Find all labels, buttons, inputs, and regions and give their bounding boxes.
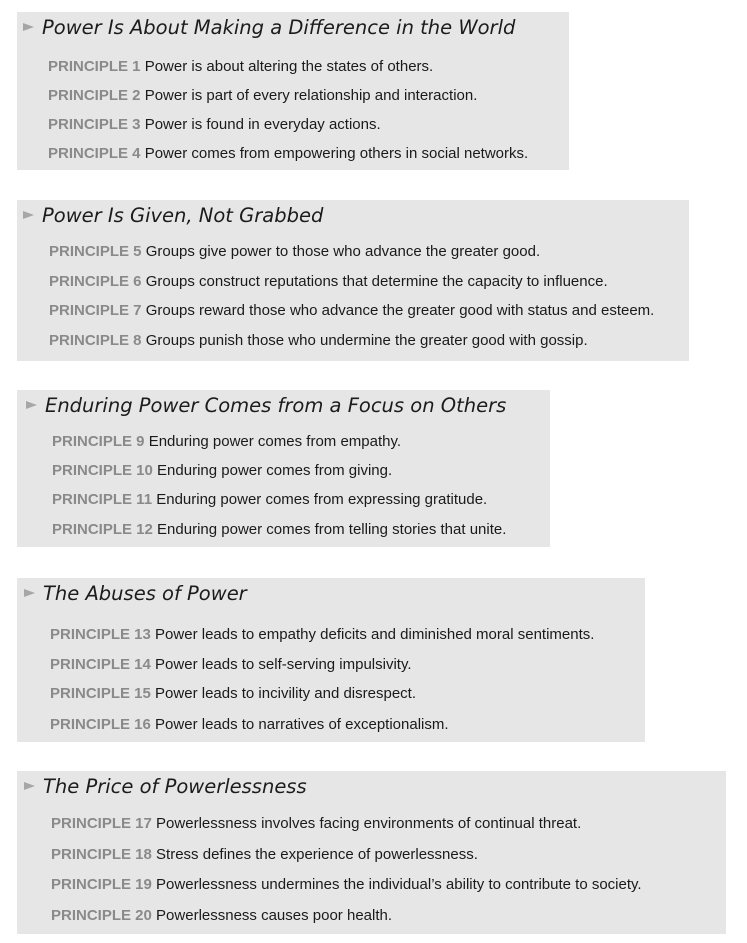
triangle-arrow-icon (23, 211, 34, 219)
list-item (50, 685, 416, 703)
principle-label: PRINCIPLE 1 (48, 58, 141, 75)
section-enduring-power (17, 390, 550, 547)
principle-text: Groups give power to those who advance the greater good. (145, 243, 541, 260)
principle-label: PRINCIPLE 4 (48, 145, 141, 162)
triangle-arrow-icon (26, 401, 37, 409)
principle-label: PRINCIPLE 9 (52, 433, 145, 450)
section-header (17, 578, 645, 608)
principle-label: PRINCIPLE 11 (52, 491, 153, 508)
principle-label: PRINCIPLE 3 (48, 116, 141, 133)
list-item (49, 243, 540, 261)
principle-text: Power comes from empowering others in social networks. (144, 145, 529, 162)
list-item (49, 302, 654, 320)
list-item (51, 846, 478, 864)
principle-text: Groups reward those who advance the greater good with status and esteem. (145, 302, 655, 319)
list-item (50, 716, 449, 734)
principle-text: Enduring power comes from telling stories that unite. (157, 521, 507, 538)
triangle-arrow-icon (24, 782, 35, 790)
principle-label: PRINCIPLE 6 (49, 273, 142, 290)
principle-label: PRINCIPLE 15 (50, 685, 151, 702)
section-price-of-powerlessness (17, 771, 726, 934)
list-item (49, 273, 608, 291)
list-item (48, 58, 433, 76)
principle-text: Power leads to empathy deficits and diminished moral sentiments. (155, 626, 595, 643)
principle-label: PRINCIPLE 5 (49, 243, 142, 260)
list-item (50, 626, 594, 644)
principle-text: Groups construct reputations that determine the capacity to influence. (145, 273, 608, 290)
principle-text: Enduring power comes from giving. (157, 462, 393, 479)
principle-text: Power leads to narratives of exceptionalism. (155, 716, 449, 733)
principle-text: Enduring power comes from expressing gratitude. (156, 491, 488, 508)
principle-text: Groups punish those who undermine the greater good with gossip. (145, 332, 588, 349)
list-item (49, 332, 588, 350)
list-item (51, 876, 642, 894)
principle-label: PRINCIPLE 10 (52, 462, 153, 479)
section-title: Power Is Given, Not Grabbed (42, 203, 324, 227)
principle-label: PRINCIPLE 8 (49, 332, 142, 349)
list-item (52, 521, 506, 539)
principle-text: Powerlessness involves facing environments of continual threat. (156, 815, 582, 832)
principle-label: PRINCIPLE 16 (50, 716, 151, 733)
section-header (17, 771, 726, 801)
principle-label: PRINCIPLE 14 (50, 656, 151, 673)
list-item (50, 656, 412, 674)
principle-label: PRINCIPLE 2 (48, 87, 141, 104)
principle-text: Stress defines the experience of powerlessness. (156, 846, 478, 863)
principle-text: Power is part of every relationship and interaction. (144, 87, 478, 104)
section-abuses-of-power (17, 578, 645, 742)
section-header (17, 390, 550, 420)
list-item (48, 87, 477, 105)
section-title: The Abuses of Power (43, 581, 247, 605)
principle-label: PRINCIPLE 13 (50, 626, 151, 643)
principle-label: PRINCIPLE 18 (51, 846, 152, 863)
principle-text: Power leads to incivility and disrespect. (155, 685, 417, 702)
list-item (52, 433, 401, 451)
section-title: Power Is About Making a Difference in the World (42, 15, 516, 39)
principle-label: PRINCIPLE 19 (51, 876, 152, 893)
section-power-is-given (17, 200, 689, 361)
triangle-arrow-icon (24, 589, 35, 597)
list-item (48, 145, 528, 163)
list-item (51, 907, 392, 925)
list-item (52, 462, 392, 480)
list-item (51, 815, 581, 833)
principle-text: Powerlessness causes poor health. (156, 907, 393, 924)
principle-text: Powerlessness undermines the individual’s ability to contribute to society. (156, 876, 642, 893)
list-item (52, 491, 487, 509)
section-making-a-difference (17, 12, 569, 170)
list-item (48, 116, 381, 134)
principle-text: Power is about altering the states of others. (144, 58, 434, 75)
principle-label: PRINCIPLE 12 (52, 521, 153, 538)
principle-text: Enduring power comes from empathy. (148, 433, 402, 450)
section-title: The Price of Powerlessness (43, 774, 307, 798)
principle-label: PRINCIPLE 17 (51, 815, 152, 832)
principle-text: Power leads to self-serving impulsivity. (155, 656, 412, 673)
triangle-arrow-icon (23, 23, 34, 31)
principle-label: PRINCIPLE 20 (51, 907, 152, 924)
section-header (17, 12, 569, 42)
section-header (17, 200, 689, 230)
principle-label: PRINCIPLE 7 (49, 302, 142, 319)
section-title: Enduring Power Comes from a Focus on Others (45, 393, 507, 417)
principle-text: Power is found in everyday actions. (144, 116, 381, 133)
